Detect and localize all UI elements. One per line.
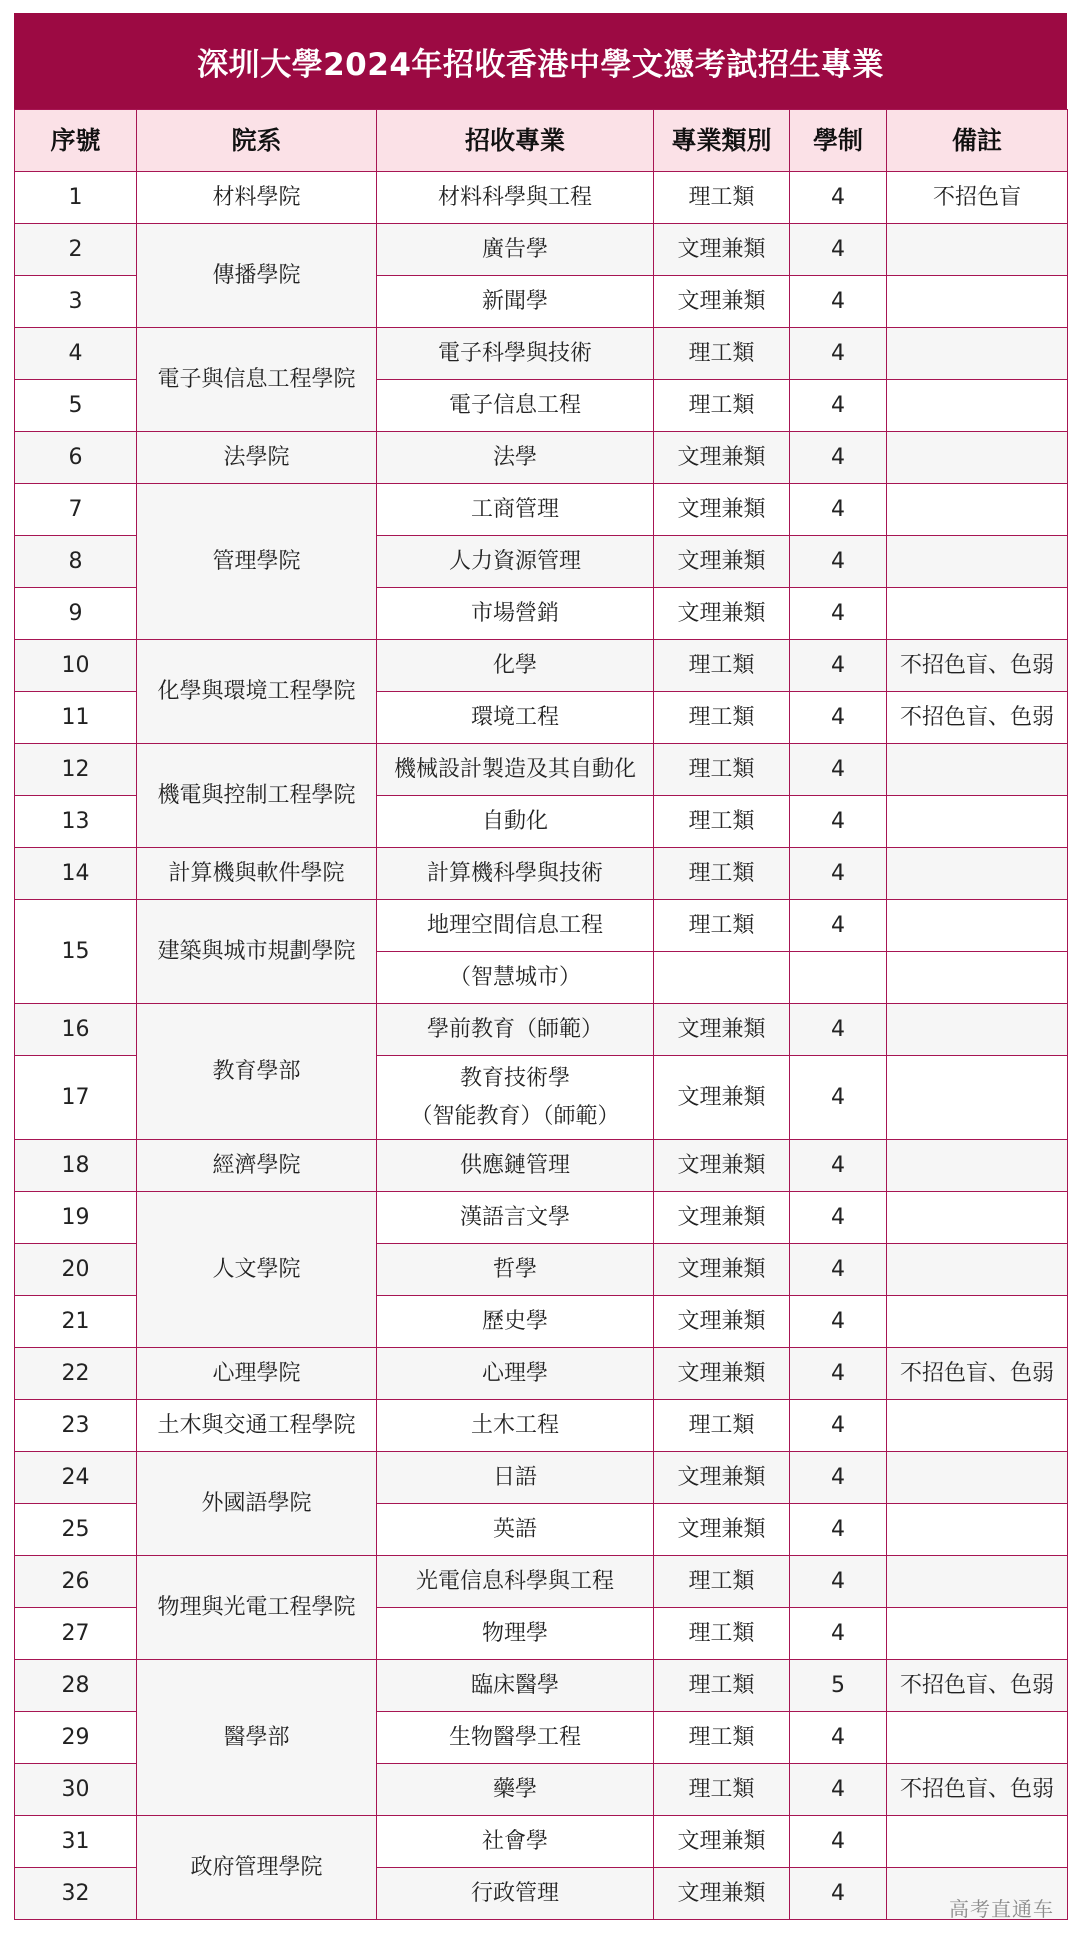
cell-dept: 經濟學院 — [137, 1140, 377, 1192]
table-row — [15, 172, 1068, 224]
cell-major: 材料科學與工程 — [377, 172, 654, 224]
cell-major: 電子科學與技術 — [377, 328, 654, 380]
cell-seq: 23 — [15, 1400, 137, 1452]
cell-note — [887, 1816, 1068, 1868]
cell-category: 文理兼類 — [654, 432, 790, 484]
cell-major: 電子信息工程 — [377, 380, 654, 432]
cell-major: 臨床醫學 — [377, 1660, 654, 1712]
cell-note — [887, 1608, 1068, 1660]
cell-seq: 7 — [15, 484, 137, 536]
cell-major: 機械設計製造及其自動化 — [377, 744, 654, 796]
cell-years: 4 — [790, 1868, 887, 1920]
cell-major: 自動化 — [377, 796, 654, 848]
cell-years: 4 — [790, 1712, 887, 1764]
majors-table — [14, 109, 1068, 1920]
cell-category: 理工類 — [654, 1608, 790, 1660]
cell-category: 理工類 — [654, 900, 790, 952]
header-dept: 院系 — [137, 110, 377, 172]
cell-seq: 5 — [15, 380, 137, 432]
cell-note: 不招色盲 — [887, 172, 1068, 224]
cell-dept: 醫學部 — [137, 1660, 377, 1816]
cell-category: 理工類 — [654, 380, 790, 432]
cell-note — [887, 952, 1068, 1004]
table-row — [15, 432, 1068, 484]
cell-major: 生物醫學工程 — [377, 1712, 654, 1764]
header-seq: 序號 — [15, 110, 137, 172]
header-years: 學制 — [790, 110, 887, 172]
table-row — [15, 1660, 1068, 1712]
cell-category: 理工類 — [654, 1712, 790, 1764]
cell-category: 文理兼類 — [654, 224, 790, 276]
table-row — [15, 1348, 1068, 1400]
header-note: 備註 — [887, 110, 1068, 172]
cell-years: 4 — [790, 1816, 887, 1868]
cell-category: 文理兼類 — [654, 1348, 790, 1400]
cell-dept: 機電與控制工程學院 — [137, 744, 377, 848]
cell-years: 4 — [790, 276, 887, 328]
cell-dept: 計算機與軟件學院 — [137, 848, 377, 900]
table-row — [15, 900, 1068, 952]
cell-major: 日語 — [377, 1452, 654, 1504]
cell-major: 哲學 — [377, 1244, 654, 1296]
cell-major: 地理空間信息工程 — [377, 900, 654, 952]
cell-category: 理工類 — [654, 1400, 790, 1452]
cell-years: 4 — [790, 1504, 887, 1556]
cell-dept: 傳播學院 — [137, 224, 377, 328]
cell-major: 學前教育（師範） — [377, 1004, 654, 1056]
cell-years: 4 — [790, 536, 887, 588]
cell-note — [887, 1192, 1068, 1244]
cell-dept: 化學與環境工程學院 — [137, 640, 377, 744]
cell-seq: 25 — [15, 1504, 137, 1556]
cell-category: 理工類 — [654, 640, 790, 692]
cell-note — [887, 1140, 1068, 1192]
table-row — [15, 1556, 1068, 1608]
admissions-table-container — [14, 13, 1067, 1920]
cell-category: 理工類 — [654, 744, 790, 796]
cell-major: 人力資源管理 — [377, 536, 654, 588]
cell-dept: 法學院 — [137, 432, 377, 484]
cell-seq: 27 — [15, 1608, 137, 1660]
cell-years: 4 — [790, 380, 887, 432]
cell-category: 文理兼類 — [654, 484, 790, 536]
cell-note — [887, 432, 1068, 484]
cell-dept: 管理學院 — [137, 484, 377, 640]
cell-note — [887, 848, 1068, 900]
cell-major: 行政管理 — [377, 1868, 654, 1920]
cell-note — [887, 796, 1068, 848]
cell-dept: 心理學院 — [137, 1348, 377, 1400]
table-row — [15, 1140, 1068, 1192]
cell-major: 土木工程 — [377, 1400, 654, 1452]
cell-note — [887, 900, 1068, 952]
cell-category: 文理兼類 — [654, 1004, 790, 1056]
cell-major: 物理學 — [377, 1608, 654, 1660]
cell-dept: 政府管理學院 — [137, 1816, 377, 1920]
cell-years: 4 — [790, 1452, 887, 1504]
cell-category: 理工類 — [654, 692, 790, 744]
cell-category: 理工類 — [654, 796, 790, 848]
cell-note: 不招色盲、色弱 — [887, 1348, 1068, 1400]
cell-years: 4 — [790, 1556, 887, 1608]
cell-note: 不招色盲、色弱 — [887, 1764, 1068, 1816]
major-line-2: （智能教育）（師範） — [410, 1103, 620, 1129]
cell-dept: 外國語學院 — [137, 1452, 377, 1556]
table-row — [15, 328, 1068, 380]
cell-dept: 土木與交通工程學院 — [137, 1400, 377, 1452]
cell-years: 4 — [790, 796, 887, 848]
header-row — [15, 110, 1068, 172]
cell-category: 文理兼類 — [654, 276, 790, 328]
cell-seq: 3 — [15, 276, 137, 328]
cell-note — [887, 1296, 1068, 1348]
cell-note — [887, 1004, 1068, 1056]
cell-note — [887, 1504, 1068, 1556]
cell-years: 4 — [790, 744, 887, 796]
cell-note — [887, 1400, 1068, 1452]
cell-major: 環境工程 — [377, 692, 654, 744]
cell-seq: 8 — [15, 536, 137, 588]
cell-seq: 4 — [15, 328, 137, 380]
cell-category: 文理兼類 — [654, 1192, 790, 1244]
cell-category: 文理兼類 — [654, 1452, 790, 1504]
cell-category: 文理兼類 — [654, 1056, 790, 1140]
cell-note — [887, 1556, 1068, 1608]
table-row — [15, 1400, 1068, 1452]
cell-major: 計算機科學與技術 — [377, 848, 654, 900]
cell-category: 理工類 — [654, 1556, 790, 1608]
cell-seq: 30 — [15, 1764, 137, 1816]
cell-category: 文理兼類 — [654, 588, 790, 640]
cell-years: 4 — [790, 484, 887, 536]
cell-seq: 20 — [15, 1244, 137, 1296]
cell-dept: 建築與城市規劃學院 — [137, 900, 377, 1004]
cell-major: 供應鏈管理 — [377, 1140, 654, 1192]
table-row — [15, 1004, 1068, 1056]
cell-major: 歷史學 — [377, 1296, 654, 1348]
cell-years: 4 — [790, 1244, 887, 1296]
cell-major: （智慧城市） — [377, 952, 654, 1004]
cell-seq: 16 — [15, 1004, 137, 1056]
table-row — [15, 484, 1068, 536]
cell-seq: 11 — [15, 692, 137, 744]
cell-category: 理工類 — [654, 1660, 790, 1712]
cell-years: 4 — [790, 692, 887, 744]
cell-category: 文理兼類 — [654, 1244, 790, 1296]
cell-major: 市場營銷 — [377, 588, 654, 640]
cell-category: 理工類 — [654, 848, 790, 900]
cell-seq: 14 — [15, 848, 137, 900]
table-row — [15, 640, 1068, 692]
cell-category: 文理兼類 — [654, 1296, 790, 1348]
cell-major: 漢語言文學 — [377, 1192, 654, 1244]
cell-note: 不招色盲、色弱 — [887, 640, 1068, 692]
cell-major: 社會學 — [377, 1816, 654, 1868]
cell-seq: 6 — [15, 432, 137, 484]
cell-major: 法學 — [377, 432, 654, 484]
cell-years: 4 — [790, 1764, 887, 1816]
cell-major: 光電信息科學與工程 — [377, 1556, 654, 1608]
cell-seq: 17 — [15, 1056, 137, 1140]
cell-seq: 9 — [15, 588, 137, 640]
cell-category: 理工類 — [654, 172, 790, 224]
cell-major: 藥學 — [377, 1764, 654, 1816]
cell-major: 心理學 — [377, 1348, 654, 1400]
cell-years: 4 — [790, 1608, 887, 1660]
cell-note: 不招色盲、色弱 — [887, 1660, 1068, 1712]
cell-category: 文理兼類 — [654, 536, 790, 588]
cell-years: 5 — [790, 1660, 887, 1712]
cell-years: 4 — [790, 224, 887, 276]
table-row — [15, 1816, 1068, 1868]
header-major: 招收專業 — [377, 110, 654, 172]
cell-note — [887, 1452, 1068, 1504]
cell-seq: 28 — [15, 1660, 137, 1712]
cell-note — [887, 536, 1068, 588]
cell-seq: 2 — [15, 224, 137, 276]
cell-seq: 29 — [15, 1712, 137, 1764]
cell-years: 4 — [790, 1400, 887, 1452]
cell-years: 4 — [790, 640, 887, 692]
cell-note — [887, 328, 1068, 380]
cell-years: 4 — [790, 1056, 887, 1140]
cell-seq: 22 — [15, 1348, 137, 1400]
cell-seq: 10 — [15, 640, 137, 692]
table-title: 深圳大學2024年招收香港中學文憑考試招生專業 — [14, 13, 1067, 109]
cell-years: 4 — [790, 432, 887, 484]
cell-note — [887, 588, 1068, 640]
cell-category: 文理兼類 — [654, 1504, 790, 1556]
cell-category: 文理兼類 — [654, 1140, 790, 1192]
cell-seq: 19 — [15, 1192, 137, 1244]
watermark: 高考直通车 — [949, 1897, 1054, 1921]
cell-note — [887, 224, 1068, 276]
cell-note — [887, 1056, 1068, 1140]
table-row — [15, 848, 1068, 900]
cell-seq: 18 — [15, 1140, 137, 1192]
cell-note — [887, 484, 1068, 536]
cell-seq: 24 — [15, 1452, 137, 1504]
table-row — [15, 744, 1068, 796]
cell-dept: 教育學部 — [137, 1004, 377, 1140]
cell-years: 4 — [790, 848, 887, 900]
cell-years: 4 — [790, 328, 887, 380]
cell-seq: 15 — [15, 900, 137, 1004]
table-row — [15, 1452, 1068, 1504]
major-line-1: 教育技術學 — [459, 1065, 570, 1091]
header-category: 專業類別 — [654, 110, 790, 172]
table-row — [15, 224, 1068, 276]
cell-major: 工商管理 — [377, 484, 654, 536]
cell-category: 理工類 — [654, 328, 790, 380]
cell-dept: 人文學院 — [137, 1192, 377, 1348]
cell-years: 4 — [790, 1004, 887, 1056]
cell-note — [887, 380, 1068, 432]
cell-years: 4 — [790, 172, 887, 224]
cell-seq: 26 — [15, 1556, 137, 1608]
cell-major: 英語 — [377, 1504, 654, 1556]
cell-years — [790, 952, 887, 1004]
cell-category: 理工類 — [654, 1764, 790, 1816]
cell-seq: 32 — [15, 1868, 137, 1920]
cell-dept: 材料學院 — [137, 172, 377, 224]
cell-note — [887, 744, 1068, 796]
cell-seq: 12 — [15, 744, 137, 796]
cell-dept: 電子與信息工程學院 — [137, 328, 377, 432]
cell-major — [377, 1056, 654, 1140]
cell-seq: 21 — [15, 1296, 137, 1348]
cell-category: 文理兼類 — [654, 1816, 790, 1868]
cell-years: 4 — [790, 1140, 887, 1192]
table-body — [15, 172, 1068, 1920]
cell-seq: 1 — [15, 172, 137, 224]
cell-note — [887, 1244, 1068, 1296]
cell-category — [654, 952, 790, 1004]
cell-years: 4 — [790, 1192, 887, 1244]
cell-years: 4 — [790, 588, 887, 640]
cell-years: 4 — [790, 1296, 887, 1348]
cell-years: 4 — [790, 900, 887, 952]
cell-dept: 物理與光電工程學院 — [137, 1556, 377, 1660]
cell-note — [887, 1712, 1068, 1764]
cell-seq: 13 — [15, 796, 137, 848]
cell-note — [887, 276, 1068, 328]
cell-major: 化學 — [377, 640, 654, 692]
cell-category: 文理兼類 — [654, 1868, 790, 1920]
cell-years: 4 — [790, 1348, 887, 1400]
cell-major: 新聞學 — [377, 276, 654, 328]
table-row — [15, 1192, 1068, 1244]
cell-major: 廣告學 — [377, 224, 654, 276]
cell-seq: 31 — [15, 1816, 137, 1868]
cell-note: 不招色盲、色弱 — [887, 692, 1068, 744]
